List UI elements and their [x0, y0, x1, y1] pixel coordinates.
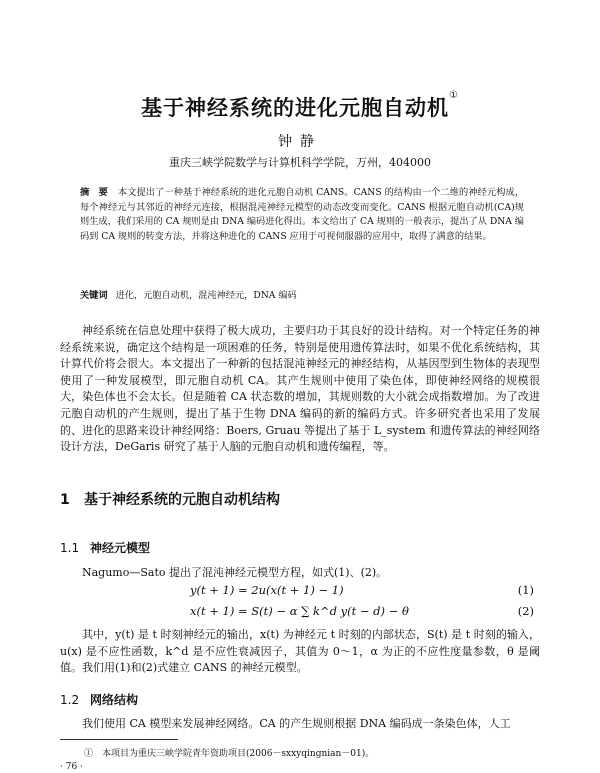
subsection-title: 网络结构 [90, 693, 139, 707]
equation-1 [60, 583, 540, 599]
equation-number: (1) [517, 583, 534, 597]
subsection-heading-1-1 [60, 539, 150, 556]
section-number: 1 [60, 492, 70, 508]
subsection-heading-1-2 [60, 691, 138, 708]
title-footnote-mark: ① [449, 90, 459, 101]
section-title: 基于神经系统的元胞自动机结构 [84, 492, 280, 508]
page-number: · 76 · [60, 762, 83, 772]
keywords-text: 进化，元胞自动机，混沌神经元，DNA 编码 [115, 290, 297, 301]
subsection-number: 1.1 [60, 541, 80, 555]
equation-expression: x(t + 1) = S(t) − α ∑ k^d y(t − d) − θ [190, 604, 409, 618]
paper-title-text: 基于神经系统的进化元胞自动机 [141, 96, 450, 120]
intro-paragraph: 神经系统在信息处理中获得了极大成功，主要归功于其良好的设计结构。对一个特定任务的神经系统来说，确定这个结构是一项困难的任务，特别是使用遗传算法时，如果不优化系统结构，其计算代价将会很大。本文提出了一种新的包括混沌神经元的神经结构，从基因型到生物体的表现型使用了一种发展模型，即元胞自动机 CA。其产生规则中使用了染色体，即使神经网络的规模很大，染色体也不会太长。但是随着 CA 状态数的增加，其规则数的大小就会成指数增加。为了改进元胞自动机的产生规则，提出了基于生物 DNA 编码的新的编码方式。许多研究者也采用了发展的、进化的思路来设计神经网络：Boers, Gruau 等提出了基于 L_system 和遗传算法的神经网络设计方法，DeGaris 研究了基于人脑的元胞自动机和遗传编程，等。 [60, 324, 540, 454]
equation-2 [60, 604, 540, 620]
model-intro-text: Nagumo—Sato 提出了混沌神经元模型方程，如式(1)、(2)。 [82, 566, 388, 579]
abstract-text: 本文提出了一种基于神经系统的进化元胞自动机 CANS。CANS 的结构由一个二维的神经元构成，每个神经元与其邻近的神经元连接，根据混沌神经元模型的动态改变而变化。CANS 根据元胞自动机(CA)规则生成，我们采用的 CA 规则是由 DNA 编码进化得出。本文给出了 CA 规则的一般表示，提出了从 DNA 编码到 CA 规则的转变方法，并将这种进化的 CANS 应用于可视伺服器的应用中，取得了满意的结果。 [80, 187, 525, 242]
section-heading-1 [60, 489, 280, 509]
subsection-title: 神经元模型 [90, 541, 151, 555]
equation-expression: y(t + 1) = 2u(x(t + 1) − 1) [190, 583, 344, 597]
network-structure-text: 我们使用 CA 模型来发展神经网络。CA 的产生规则根据 DNA 编码成一条染色体，人工 [82, 717, 511, 730]
paper-title [0, 92, 600, 122]
footnote-divider [60, 739, 178, 740]
subsection-number: 1.2 [60, 693, 80, 707]
keywords-label: 关键词 [80, 290, 108, 301]
abstract-label: 摘 要 [80, 187, 108, 198]
footnote: ① 本项目为重庆三峡学院青年资助项目(2006－sxxyqingnian－01)。 [84, 749, 375, 759]
author-name: 钟静 [278, 134, 322, 150]
keywords [80, 287, 524, 301]
author-affiliation: 重庆三峡学院数学与计算机科学学院，万州，404000 [169, 156, 431, 169]
abstract [80, 186, 524, 244]
equation-number: (2) [517, 604, 534, 618]
model-explanation: 其中，y(t) 是 t 时刻神经元的输出，x(t) 为神经元 t 时刻的内部状态，S(t) 是 t 时刻的输入，u(x) 是不应性函数，k^d 是不应性衰减因子，其值为 0～1，α 为正的不应性度量参数，θ 是阈值。我们用(1)和(2)式建立 CANS 的神经元模型。 [60, 628, 540, 675]
